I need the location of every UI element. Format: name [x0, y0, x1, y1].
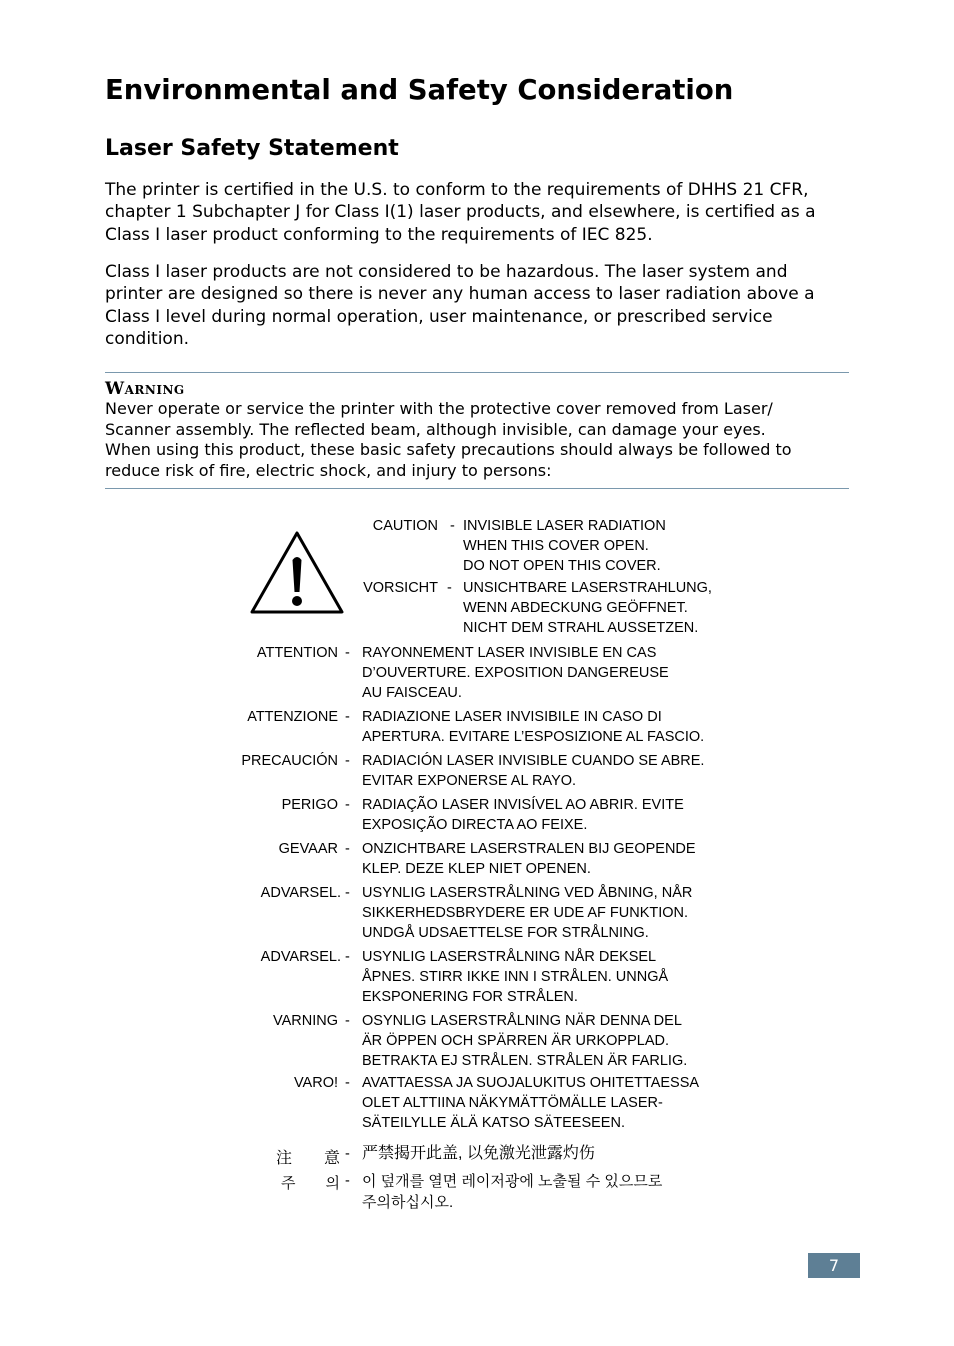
warning-line: reduce risk of fire, electric shock, and injury to persons: [105, 460, 552, 480]
label-line: RAYONNEMENT LASER INVISIBLE EN CAS [362, 645, 657, 661]
label-dash: - [345, 753, 350, 769]
label-line: WENN ABDECKUNG GEÖFFNET. [463, 599, 688, 616]
label-text-varning [362, 1012, 687, 1071]
warning-line: When using this product, these basic safety precautions should always be followed to [105, 440, 792, 459]
label-dash: - [345, 1013, 350, 1029]
label-text-perigo [362, 796, 684, 836]
label-line: ÅPNES. STIRR IKKE INN I STRÅLEN. UNNGÅ [362, 968, 669, 985]
label-line: DO NOT OPEN THIS COVER. [463, 557, 661, 574]
label-line: BETRAKTA EJ STRÅLEN. STRÅLEN ÄR FARLIG. [362, 1052, 688, 1069]
label-line: SÄTEILYLLE ÄLÄ KATSO SÄTEESEEN. [362, 1114, 625, 1131]
label-line: ONZICHTBARE LASERSTRALEN BIJ GEOPENDE [362, 841, 696, 857]
label-attention: ATTENTION [256, 645, 338, 661]
label-line: 주의하십시오. [362, 1194, 454, 1211]
label-text-advarsel-norwegian [362, 948, 668, 1007]
label-text-precaucion [362, 752, 704, 792]
page-title: Environmental and Safety Consideration [105, 74, 734, 106]
label-advarsel-danish: ADVARSEL. [260, 885, 341, 901]
label-line: INVISIBLE LASER RADIATION [463, 518, 666, 534]
label-caution: CAUTION [372, 518, 438, 534]
warning-line: Scanner assembly. The reflected beam, although invisible, can damage your eyes. [105, 419, 766, 439]
label-varning: VARNING [273, 1013, 338, 1029]
paragraph-line: printer are designed so there is never any human access to laser radiation above a [105, 284, 815, 305]
label-text-advarsel-danish [362, 884, 692, 943]
label-line: AVATTAESSA JA SUOJALUKITUS OHITETTAESSA [362, 1075, 700, 1091]
paragraph-line: The printer is certified in the U.S. to conform to the requirements of DHHS 21 CFR, [105, 180, 809, 200]
label-line: KLEP. DEZE KLEP NIET OPENEN. [362, 860, 591, 877]
label-gevaar: GEVAAR [278, 841, 338, 857]
label-dash: - [450, 518, 455, 534]
label-line: D’OUVERTURE. EXPOSITION DANGEREUSE [362, 664, 669, 681]
label-attenzione: ATTENZIONE [247, 709, 338, 725]
label-dash: - [345, 841, 350, 857]
label-text-attenzione [362, 708, 704, 748]
label-line: RADIAZIONE LASER INVISIBILE IN CASO DI [362, 709, 662, 725]
label-line: EVITAR EXPONERSE AL RAYO. [362, 772, 577, 789]
label-line: RADIACIÓN LASER INVISIBLE CUANDO SE ABRE. [362, 753, 705, 769]
paragraph-line: condition. [105, 328, 190, 349]
label-varo: VARO! [293, 1075, 338, 1091]
label-advarsel-norwegian: ADVARSEL. [260, 949, 341, 965]
label-dash: - [345, 797, 350, 813]
label-line: RADIAÇÃO LASER INVISÍVEL AO ABRIR. EVITE [362, 797, 684, 813]
label-line: EKSPONERING FOR STRÅLEN. [362, 988, 578, 1005]
label-line: WHEN THIS COVER OPEN. [463, 537, 649, 554]
label-line: UNSICHTBARE LASERSTRAHLUNG, [463, 580, 712, 596]
paragraph-line: Class I laser product conforming to the requirements of IEC 825. [105, 224, 653, 245]
page-number: 7 [808, 1253, 860, 1278]
label-text-caution [463, 517, 666, 576]
label-line: EXPOSIÇÃO DIRECTA AO FEIXE. [362, 816, 588, 833]
label-line: NICHT DEM STRAHL AUSSETZEN. [463, 619, 699, 636]
label-line: OLET ALTTIINA NÄKYMÄTTÖMÄLLE LASER- [362, 1094, 663, 1111]
paragraph-line: Class I level during normal operation, user maintenance, or prescribed service [105, 306, 773, 327]
label-line: OSYNLIG LASERSTRÅLNING NÄR DENNA DEL [362, 1013, 682, 1029]
label-korean: 주 의 [281, 1175, 340, 1192]
label-vorsicht: VORSICHT [363, 580, 438, 596]
laser-warning-triangle-icon [249, 530, 345, 616]
paragraph-line: Class I laser products are not considered to be hazardous. The laser system and [105, 262, 788, 282]
label-dash: - [345, 949, 350, 965]
label-dash: - [345, 1075, 350, 1091]
label-text-gevaar [362, 840, 696, 880]
label-dash: - [345, 709, 350, 725]
label-text-korean [362, 1171, 662, 1213]
label-line: 严禁揭开此盖, 以免激光泄露灼伤 [362, 1145, 595, 1162]
label-dash: - [345, 885, 350, 901]
label-text-attention [362, 644, 669, 703]
label-line: 이 덮개를 열면 레이저광에 노출될 수 있으므로 [362, 1173, 663, 1190]
label-line: USYNLIG LASERSTRÅLNING VED ÅBNING, NÅR [362, 885, 693, 901]
paragraph-line: chapter 1 Subchapter J for Class I(1) laser products, and elsewhere, is certified as a [105, 202, 816, 223]
label-dash: - [345, 645, 350, 661]
label-line: SIKKERHEDSBRYDERE ER UDE AF FUNKTION. [362, 904, 689, 921]
warning-title: Warning [105, 379, 185, 399]
label-line: UNDGÅ UDSAETTELSE FOR STRÅLNING. [362, 924, 649, 941]
label-perigo: PERIGO [281, 797, 338, 813]
label-text-vorsicht [463, 579, 712, 638]
label-line: APERTURA. EVITARE L’ESPOSIZIONE AL FASCIO. [362, 728, 705, 745]
label-chinese: 注 意 [275, 1150, 340, 1167]
label-text-varo [362, 1074, 699, 1133]
label-dash: - [447, 580, 452, 596]
label-dash: - [345, 1173, 350, 1189]
label-dash: - [345, 1146, 350, 1162]
section-title: Laser Safety Statement [105, 136, 399, 161]
label-line: USYNLIG LASERSTRÅLNING NÅR DEKSEL [362, 949, 657, 965]
label-line: ÄR ÖPPEN OCH SPÄRREN ÄR URKOPPLAD. [362, 1032, 669, 1049]
label-line: AU FAISCEAU. [362, 684, 462, 701]
label-text-chinese [362, 1144, 595, 1164]
label-precaucion: PRECAUCIÓN [241, 753, 338, 769]
warning-line: Never operate or service the printer with the protective cover removed from Laser/ [105, 399, 773, 418]
